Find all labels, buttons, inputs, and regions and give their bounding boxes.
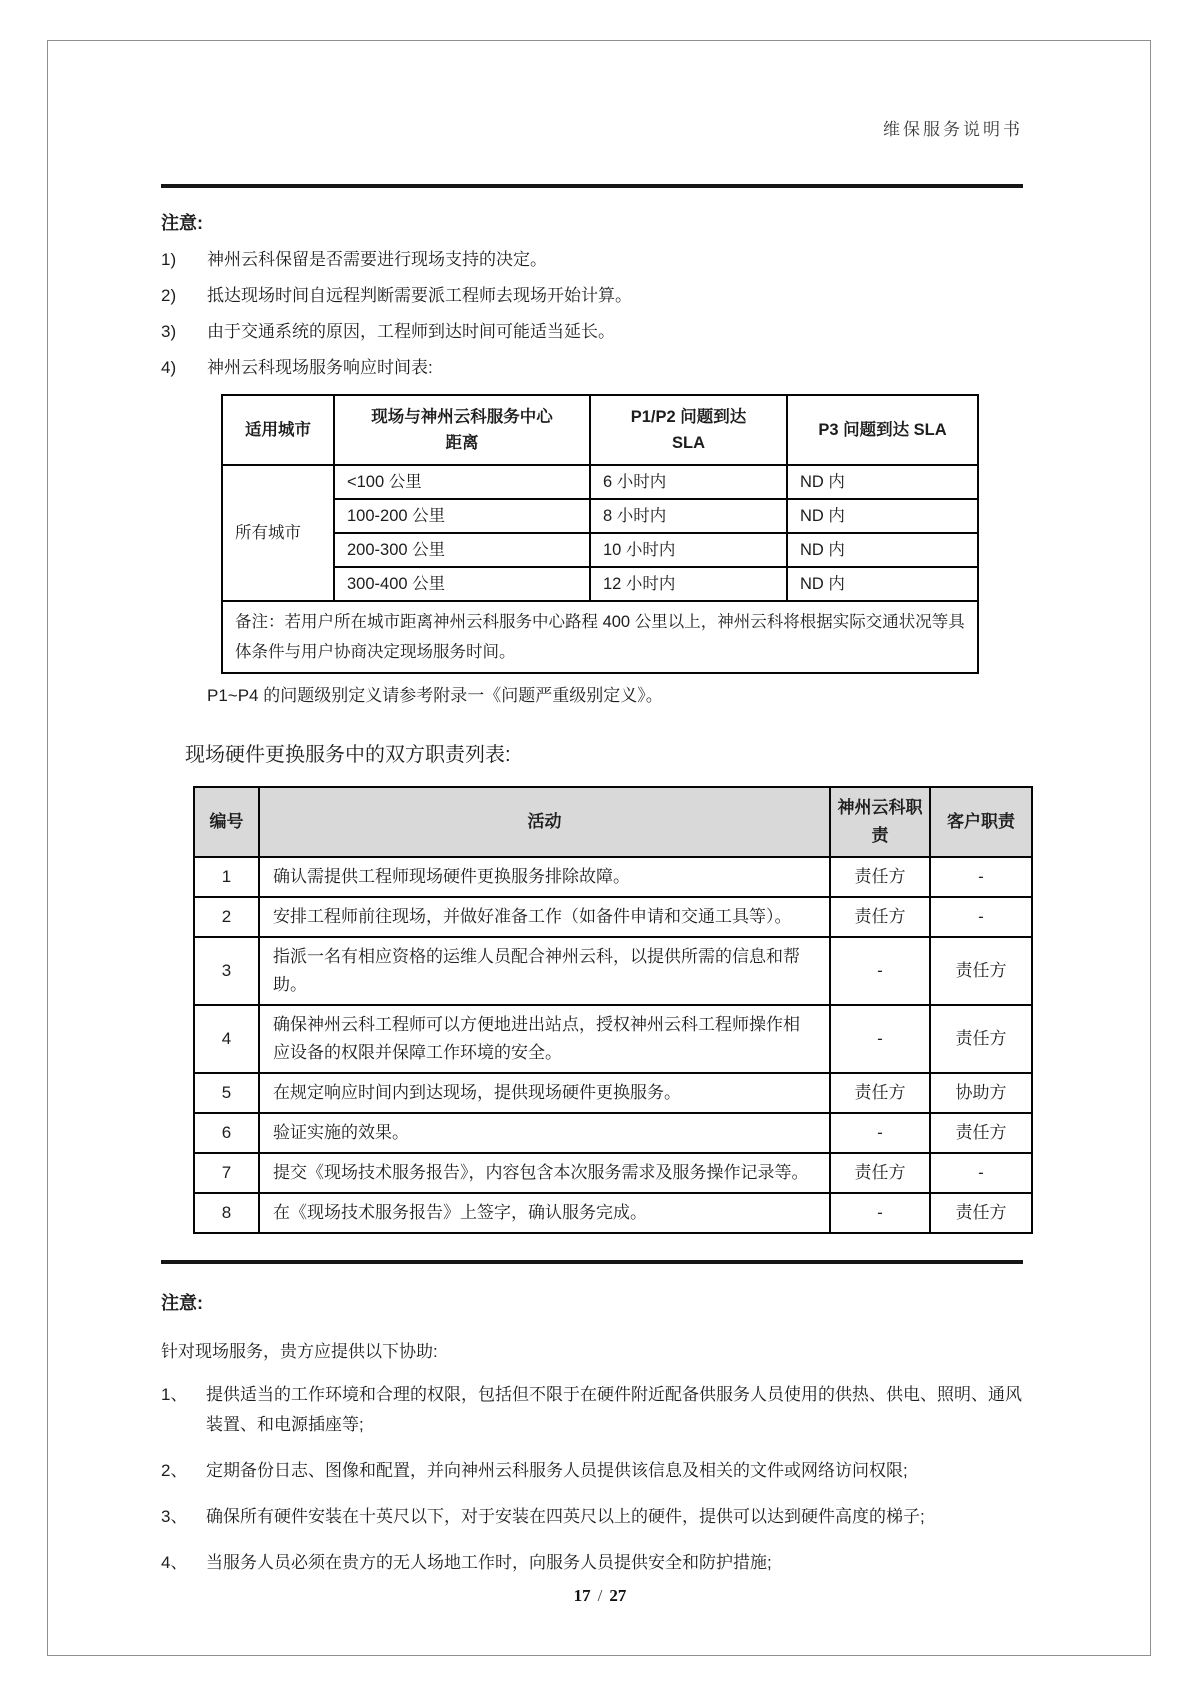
note-bottom-label: 注意: [161, 1293, 203, 1313]
note-bottom-list [161, 1380, 1023, 1578]
list-item-text: 定期备份日志、图像和配置，并向神州云科服务人员提供该信息及相关的文件或网络访问权限; [206, 1461, 908, 1480]
duty-cell-activity: 在规定响应时间内到达现场，提供现场硬件更换服务。 [259, 1073, 830, 1113]
duty-cell-activity: 指派一名有相应资格的运维人员配合神州云科，以提供所需的信息和帮助。 [259, 937, 830, 1005]
list-item [161, 1380, 1023, 1440]
duty-cell-activity: 确保神州云科工程师可以方便地进出站点，授权神州云科工程师操作相应设备的权限并保障工作环境的安全。 [259, 1005, 830, 1073]
sla-cell-p12: 12 小时内 [590, 567, 787, 601]
sla-cell-distance: <100 公里 [334, 465, 590, 499]
sla-cell-p3: ND 内 [787, 533, 978, 567]
header-rule [161, 184, 1023, 188]
duty-cell-no: 7 [194, 1153, 259, 1193]
duty-cell-no: 4 [194, 1005, 259, 1073]
duty-cell-vendor: 责任方 [830, 857, 930, 897]
page-number-separator: / [597, 1586, 603, 1605]
table-header-row [222, 395, 978, 465]
list-item-number: 2、 [161, 1461, 188, 1480]
duty-cell-no: 5 [194, 1073, 259, 1113]
duty-cell-no: 6 [194, 1113, 259, 1153]
duty-cell-vendor: - [830, 1005, 930, 1073]
duty-cell-vendor: 责任方 [830, 897, 930, 937]
duty-cell-customer: - [930, 1153, 1032, 1193]
sla-response-table [221, 394, 979, 674]
sla-cell-p3: ND 内 [787, 567, 978, 601]
list-item-text: 神州云科保留是否需要进行现场支持的决定。 [207, 250, 547, 269]
duty-cell-no: 3 [194, 937, 259, 1005]
table-row [194, 1113, 1032, 1153]
sla-header-city: 适用城市 [222, 395, 334, 465]
list-item [161, 278, 1023, 314]
table-row [194, 937, 1032, 1005]
sla-cell-p12: 10 小时内 [590, 533, 787, 567]
sla-cell-p12: 8 小时内 [590, 499, 787, 533]
duty-cell-no: 1 [194, 857, 259, 897]
list-item [161, 242, 1023, 278]
duty-cell-customer: 责任方 [930, 937, 1032, 1005]
table-row [194, 1005, 1032, 1073]
duty-cell-customer: - [930, 897, 1032, 937]
note-top-label: 注意: [161, 213, 203, 233]
table-row [222, 533, 978, 567]
page-number-current: 17 [573, 1586, 591, 1605]
duty-cell-customer: 责任方 [930, 1193, 1032, 1233]
list-item-number: 3、 [161, 1507, 188, 1526]
list-item-number: 4) [161, 358, 177, 377]
table-row [222, 499, 978, 533]
duty-cell-customer: 协助方 [930, 1073, 1032, 1113]
doc-header-title: 维保服务说明书 [883, 120, 1023, 139]
table-row [222, 567, 978, 601]
duty-header-vendor: 神州云科职责 [830, 787, 930, 857]
sla-cell-distance: 300-400 公里 [334, 567, 590, 601]
duty-header-customer: 客户职责 [930, 787, 1032, 857]
doc-header [161, 115, 1023, 140]
list-item-number: 4、 [161, 1553, 188, 1572]
table-remark-row [222, 601, 978, 673]
duty-cell-vendor: 责任方 [830, 1153, 930, 1193]
list-item [161, 314, 1023, 350]
sla-header-p12: P1/P2 问题到达 SLA [590, 395, 787, 465]
duty-cell-customer: - [930, 857, 1032, 897]
table-header-row [194, 787, 1032, 857]
duty-cell-vendor: - [830, 1193, 930, 1233]
duty-cell-activity: 安排工程师前往现场，并做好准备工作（如备件申请和交通工具等）。 [259, 897, 830, 937]
list-item-text: 提供适当的工作环境和合理的权限，包括但不限于在硬件附近配备供服务人员使用的供热、供电、照明、通风装置、和电源插座等; [206, 1385, 1022, 1434]
duty-header-activity: 活动 [259, 787, 830, 857]
list-item [161, 1456, 1023, 1486]
duty-cell-no: 8 [194, 1193, 259, 1233]
sla-remark: 备注：若用户所在城市距离神州云科服务中心路程 400 公里以上，神州云科将根据实际交通状况等具体条件与用户协商决定现场服务时间。 [222, 601, 978, 673]
page-number [0, 1586, 1200, 1606]
duty-cell-customer: 责任方 [930, 1005, 1032, 1073]
list-item-text: 当服务人员必须在贵方的无人场地工作时，向服务人员提供安全和防护措施; [206, 1553, 772, 1572]
sla-header-distance: 现场与神州云科服务中心距离 [334, 395, 590, 465]
list-item-text: 抵达现场时间自远程判断需要派工程师去现场开始计算。 [207, 286, 632, 305]
list-item-number: 3) [161, 322, 177, 341]
duty-cell-customer: 责任方 [930, 1113, 1032, 1153]
table-row [194, 897, 1032, 937]
sla-header-p3: P3 问题到达 SLA [787, 395, 978, 465]
page-number-total: 27 [609, 1586, 627, 1605]
sla-cell-p12: 6 小时内 [590, 465, 787, 499]
table-row [194, 1193, 1032, 1233]
list-item-number: 1) [161, 250, 177, 269]
page-content [161, 41, 1023, 1578]
list-item-number: 1、 [161, 1385, 188, 1404]
list-item [161, 1502, 1023, 1532]
sla-cell-p3: ND 内 [787, 465, 978, 499]
duty-cell-activity: 提交《现场技术服务报告》，内容包含本次服务需求及服务操作记录等。 [259, 1153, 830, 1193]
p1p4-reference-note: P1~P4 的问题级别定义请参考附录一《问题严重级别定义》。 [207, 686, 663, 705]
list-item-text: 由于交通系统的原因，工程师到达时间可能适当延长。 [207, 322, 615, 341]
sla-cell-p3: ND 内 [787, 499, 978, 533]
duty-cell-activity: 在《现场技术服务报告》上签字，确认服务完成。 [259, 1193, 830, 1233]
list-item-text: 确保所有硬件安装在十英尺以下，对于安装在四英尺以上的硬件，提供可以达到硬件高度的梯子; [206, 1507, 925, 1526]
page-border-frame [47, 40, 1151, 1656]
duty-cell-vendor: 责任方 [830, 1073, 930, 1113]
section-divider-rule [161, 1260, 1023, 1264]
duty-section-title: 现场硬件更换服务中的双方职责列表: [185, 744, 511, 766]
duty-cell-no: 2 [194, 897, 259, 937]
duty-header-no: 编号 [194, 787, 259, 857]
sla-cell-distance: 100-200 公里 [334, 499, 590, 533]
duty-cell-activity: 确认需提供工程师现场硬件更换服务排除故障。 [259, 857, 830, 897]
note-top-list [161, 242, 1023, 386]
sla-cell-distance: 200-300 公里 [334, 533, 590, 567]
list-item-number: 2) [161, 286, 177, 305]
table-row [194, 1073, 1032, 1113]
duty-cell-activity: 验证实施的效果。 [259, 1113, 830, 1153]
duty-cell-vendor: - [830, 937, 930, 1005]
table-row [222, 465, 978, 499]
duty-cell-vendor: - [830, 1113, 930, 1153]
table-row [194, 1153, 1032, 1193]
list-item [161, 1548, 1023, 1578]
table-row [194, 857, 1032, 897]
note-bottom-intro: 针对现场服务，贵方应提供以下协助: [161, 1342, 438, 1361]
list-item-text: 神州云科现场服务响应时间表: [207, 358, 433, 377]
duty-table [193, 786, 1033, 1234]
list-item [161, 350, 1023, 386]
sla-cell-city: 所有城市 [222, 465, 334, 601]
